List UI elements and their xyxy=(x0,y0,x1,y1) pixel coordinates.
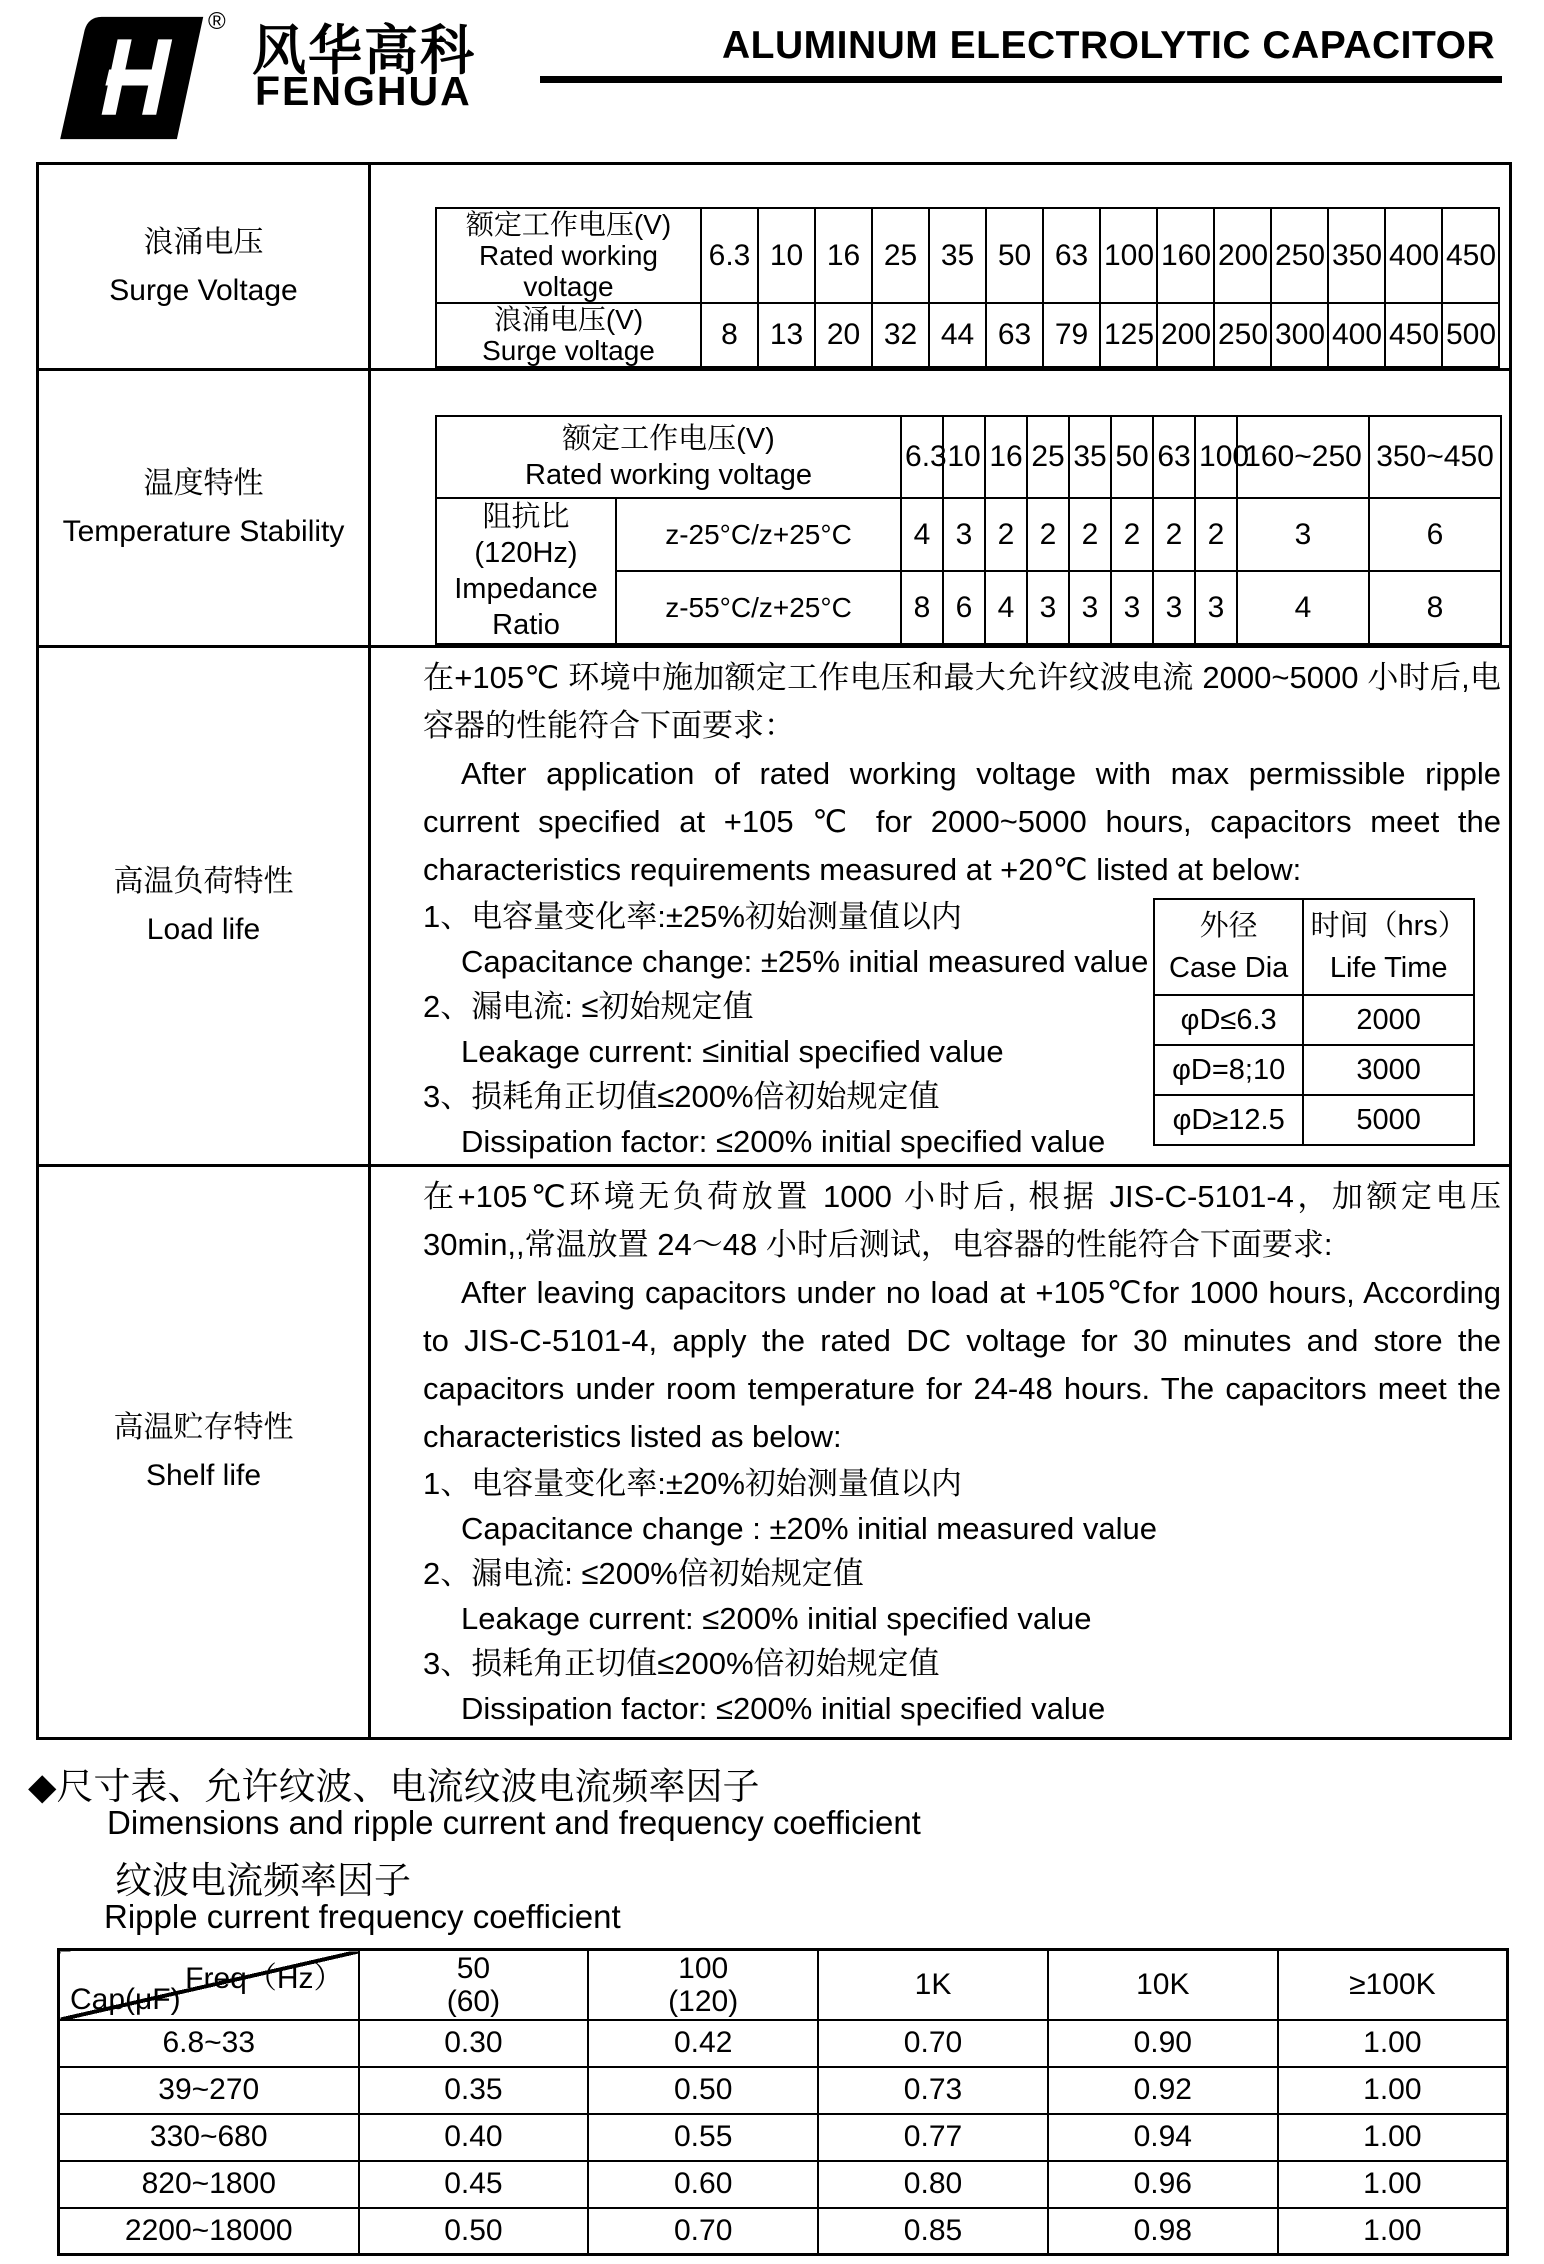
label-en: Temperature Stability xyxy=(62,515,345,548)
surge-value: 20 xyxy=(815,303,872,367)
life-time-value: 2000 xyxy=(1303,995,1474,1045)
ratio-value: 2 xyxy=(1069,498,1111,571)
coefficient-value: 1.00 xyxy=(1278,2114,1508,2161)
surge-value: 32 xyxy=(872,303,929,367)
coefficient-value: 0.70 xyxy=(818,2020,1048,2067)
ripple-frequency-coefficient-table xyxy=(57,1948,1509,2256)
ratio-value: 2 xyxy=(1111,498,1153,571)
voltage-column: 63 xyxy=(1153,416,1195,498)
surge-value: 44 xyxy=(929,303,986,367)
cap-range: 2200~18000 xyxy=(59,2208,359,2255)
shelf-life-section xyxy=(38,1166,1511,1739)
life-time-table xyxy=(1153,898,1475,1146)
table-row xyxy=(59,2067,1508,2114)
cap-range: 820~1800 xyxy=(59,2161,359,2208)
coefficient-value: 0.45 xyxy=(359,2161,589,2208)
surge-voltage-table xyxy=(435,207,1500,368)
case-dia-value: φD=8;10 xyxy=(1154,1045,1303,1095)
impedance-ratio-header: 阻抗比(120Hz) Impedance Ratio xyxy=(436,498,616,644)
rated-value: 200 xyxy=(1214,208,1271,303)
coefficient-value: 0.77 xyxy=(818,2114,1048,2161)
surge-value: 79 xyxy=(1043,303,1100,367)
case-dia-header: 外径 Case Dia xyxy=(1154,899,1303,995)
freq-column-header: ≥100K xyxy=(1278,1950,1508,2020)
table-row xyxy=(1154,1045,1474,1095)
coefficient-value: 0.30 xyxy=(359,2020,589,2067)
voltage-column: 50 xyxy=(1111,416,1153,498)
label-cn: 浪涌电压 xyxy=(143,225,264,259)
rated-value: 6.3 xyxy=(701,208,758,303)
rated-value: 10 xyxy=(758,208,815,303)
list-item: 3、损耗角正切值≤200%倍初始规定值 xyxy=(423,1646,940,1681)
voltage-column: 25 xyxy=(1027,416,1069,498)
coefficient-value: 1.00 xyxy=(1278,2067,1508,2114)
cap-range: 6.8~33 xyxy=(59,2020,359,2067)
coefficient-value: 0.90 xyxy=(1048,2020,1278,2067)
ratio-value: 3 xyxy=(1069,571,1111,644)
coefficient-value: 0.94 xyxy=(1048,2114,1278,2161)
ratio-value: 3 xyxy=(943,498,985,571)
coefficient-value: 0.60 xyxy=(588,2161,818,2208)
table-row xyxy=(1154,995,1474,1045)
coefficient-value: 0.85 xyxy=(818,2208,1048,2255)
rated-value: 63 xyxy=(1043,208,1100,303)
rated-value: 160 xyxy=(1157,208,1214,303)
ripple-subheading-en: Ripple current frequency coefficient xyxy=(104,1898,621,1935)
list-item: 1、电容量变化率:±25%初始测量值以内 xyxy=(423,899,962,934)
surge-value: 13 xyxy=(758,303,815,367)
coefficient-value: 1.00 xyxy=(1278,2208,1508,2255)
ratio-value: 3 xyxy=(1153,571,1195,644)
label-en: Shelf life xyxy=(145,1459,262,1492)
table-row xyxy=(59,2161,1508,2208)
fenghua-logo-icon xyxy=(47,14,207,142)
ratio-value: 6 xyxy=(943,571,985,644)
rated-value: 250 xyxy=(1271,208,1328,303)
rated-value: 25 xyxy=(872,208,929,303)
surge-value: 8 xyxy=(701,303,758,367)
temperature-stability-content xyxy=(370,370,1511,647)
shelf-life-paragraph-en: After leaving capacitors under no load at +105℃for 1000 hours, According to JIS-C-5101-4, apply the rated DC voltage for 30 minutes and store the capacitors under room temperature for 24-48 hours. The capacitors meet the characteristics listed as below: xyxy=(423,1275,1501,1454)
condition-label: z-55°C/z+25°C xyxy=(616,571,901,644)
ratio-value: 2 xyxy=(985,498,1027,571)
surge-voltage-header: 浪涌电压(V) Surge voltage xyxy=(436,303,701,367)
surge-value: 63 xyxy=(986,303,1043,367)
rated-value: 350 xyxy=(1328,208,1385,303)
coefficient-value: 0.70 xyxy=(588,2208,818,2255)
coefficient-value: 0.98 xyxy=(1048,2208,1278,2255)
case-dia-value: φD≤6.3 xyxy=(1154,995,1303,1045)
label-cn: 高温负荷特性 xyxy=(113,865,294,898)
list-item: Dissipation factor: ≤200% initial specified value xyxy=(461,1124,1106,1159)
label-en: Load life xyxy=(146,913,261,946)
freq-column-header: 100 (120) xyxy=(588,1950,818,2020)
freq-column-header: 50 (60) xyxy=(359,1950,589,2020)
impedance-ratio-table xyxy=(435,415,1502,645)
voltage-column: 10 xyxy=(943,416,985,498)
ratio-value: 3 xyxy=(1027,571,1069,644)
ratio-value: 3 xyxy=(1195,571,1237,644)
surge-value: 200 xyxy=(1157,303,1214,367)
rated-value: 400 xyxy=(1385,208,1442,303)
load-life-paragraph-cn: 在+105℃ 环境中施加额定工作电压和最大允许纹波电流 2000~5000 小时后,电容器的性能符合下面要求： xyxy=(423,660,1501,743)
list-item: 2、漏电流: ≤200%倍初始规定值 xyxy=(423,1556,864,1591)
load-life-label xyxy=(38,647,370,1166)
surge-value: 400 xyxy=(1328,303,1385,367)
table-row xyxy=(59,2114,1508,2161)
label-en: Surge Voltage xyxy=(109,273,298,307)
surge-value: 500 xyxy=(1442,303,1499,367)
title-divider xyxy=(540,76,1502,83)
ratio-value: 4 xyxy=(901,498,943,571)
rated-value: 50 xyxy=(986,208,1043,303)
list-item: 1、电容量变化率:±20%初始测量值以内 xyxy=(423,1466,962,1501)
coefficient-value: 0.40 xyxy=(359,2114,589,2161)
ratio-value: 2 xyxy=(1153,498,1195,571)
ratio-value: 8 xyxy=(1369,571,1501,644)
surge-value: 125 xyxy=(1100,303,1157,367)
freq-cap-corner-cell xyxy=(59,1950,359,2020)
temperature-stability-section xyxy=(38,370,1511,647)
voltage-column: 35 xyxy=(1069,416,1111,498)
page-title: ALUMINUM ELECTROLYTIC CAPACITOR xyxy=(722,24,1496,67)
list-item: Dissipation factor: ≤200% initial specified value xyxy=(461,1691,1106,1726)
voltage-column: 160~250 xyxy=(1237,416,1369,498)
table-row xyxy=(436,498,1501,571)
characteristics-table xyxy=(36,162,1512,1740)
label-cn: 温度特性 xyxy=(143,467,264,500)
list-item: 3、损耗角正切值≤200%倍初始规定值 xyxy=(423,1079,940,1114)
registered-trademark-icon: ® xyxy=(208,8,226,35)
coefficient-value: 0.96 xyxy=(1048,2161,1278,2208)
table-row xyxy=(59,2020,1508,2067)
list-item: Capacitance change : ±20% initial measured value xyxy=(461,1511,1157,1546)
temperature-stability-label xyxy=(38,370,370,647)
shelf-life-paragraph-cn: 在+105℃环境无负荷放置 1000 小时后, 根据 JIS-C-5101-4，加额定电压 30min,,常温放置 24～48 小时后测试，电容器的性能符合下面要求: xyxy=(423,1179,1501,1262)
cap-range: 39~270 xyxy=(59,2067,359,2114)
coefficient-value: 0.35 xyxy=(359,2067,589,2114)
table-row xyxy=(1154,1095,1474,1145)
cap-range: 330~680 xyxy=(59,2114,359,2161)
freq-axis-label: Freq（Hz） xyxy=(185,1962,344,1995)
condition-label: z-25°C/z+25°C xyxy=(616,498,901,571)
table-row xyxy=(436,416,1501,498)
life-time-value: 3000 xyxy=(1303,1045,1474,1095)
ratio-value: 3 xyxy=(1111,571,1153,644)
surge-value: 300 xyxy=(1271,303,1328,367)
rated-voltage-header: 额定工作电压(V) Rated working voltage xyxy=(436,416,901,498)
surge-voltage-content xyxy=(370,164,1511,370)
rated-value: 100 xyxy=(1100,208,1157,303)
freq-column-header: 1K xyxy=(818,1950,1048,2020)
shelf-life-content xyxy=(370,1166,1511,1739)
dimensions-heading-en: Dimensions and ripple current and frequency coefficient xyxy=(107,1804,921,1841)
ratio-value: 6 xyxy=(1369,498,1501,571)
ratio-value: 4 xyxy=(985,571,1027,644)
ratio-value: 2 xyxy=(1195,498,1237,571)
coefficient-value: 1.00 xyxy=(1278,2020,1508,2067)
coefficient-value: 1.00 xyxy=(1278,2161,1508,2208)
ratio-value: 2 xyxy=(1027,498,1069,571)
freq-column-header: 10K xyxy=(1048,1950,1278,2020)
table-row xyxy=(1154,899,1474,995)
voltage-column: 16 xyxy=(985,416,1027,498)
list-item: Leakage current: ≤200% initial specified value xyxy=(461,1601,1092,1636)
coefficient-value: 0.92 xyxy=(1048,2067,1278,2114)
label-cn: 高温贮存特性 xyxy=(113,1411,294,1444)
rated-value: 35 xyxy=(929,208,986,303)
list-item: Capacitance change: ±25% initial measured value xyxy=(461,944,1149,979)
surge-value: 450 xyxy=(1385,303,1442,367)
surge-voltage-label xyxy=(38,164,370,370)
coefficient-value: 0.50 xyxy=(359,2208,589,2255)
load-life-content xyxy=(370,647,1511,1166)
coefficient-value: 0.73 xyxy=(818,2067,1048,2114)
table-row xyxy=(436,303,1499,367)
rated-value: 450 xyxy=(1442,208,1499,303)
ratio-value: 3 xyxy=(1237,498,1369,571)
rated-voltage-header: 额定工作电压(V) Rated working voltage xyxy=(436,208,701,303)
ratio-value: 8 xyxy=(901,571,943,644)
life-time-value: 5000 xyxy=(1303,1095,1474,1145)
rated-value: 16 xyxy=(815,208,872,303)
list-item: Leakage current: ≤initial specified value xyxy=(461,1034,1004,1069)
ratio-value: 4 xyxy=(1237,571,1369,644)
coefficient-value: 0.80 xyxy=(818,2161,1048,2208)
coefficient-value: 0.50 xyxy=(588,2067,818,2114)
cap-axis-label: Cap(μF) xyxy=(70,1982,181,2016)
load-life-paragraph-en: After application of rated working voltage with max permissible ripple current specified at +105 ℃ for 2000~5000 hours, capacitors meet the characteristics requirements measured at +20℃ listed at below: xyxy=(423,756,1501,887)
voltage-column: 6.3 xyxy=(901,416,943,498)
coefficient-value: 0.42 xyxy=(588,2020,818,2067)
table-row xyxy=(59,1950,1508,2020)
dimensions-heading-cn: ◆尺寸表、允许纹波、电流纹波电流频率因子 xyxy=(28,1766,760,1807)
shelf-life-requirements xyxy=(423,1461,1501,1731)
life-time-header: 时间（hrs） Life Time xyxy=(1303,899,1474,995)
logo-text-chinese: 风华高科 xyxy=(252,21,476,81)
load-life-section xyxy=(38,647,1511,1166)
voltage-column: 350~450 xyxy=(1369,416,1501,498)
case-dia-value: φD≥12.5 xyxy=(1154,1095,1303,1145)
logo-text-english: FENGHUA xyxy=(255,68,472,114)
ripple-subheading-cn: 纹波电流频率因子 xyxy=(115,1860,411,1901)
surge-voltage-section xyxy=(38,164,1511,370)
list-item: 2、漏电流: ≤初始规定值 xyxy=(423,989,754,1024)
table-row xyxy=(436,208,1499,303)
shelf-life-label xyxy=(38,1166,370,1739)
surge-value: 250 xyxy=(1214,303,1271,367)
voltage-column: 100 xyxy=(1195,416,1237,498)
table-row xyxy=(59,2208,1508,2255)
coefficient-value: 0.55 xyxy=(588,2114,818,2161)
